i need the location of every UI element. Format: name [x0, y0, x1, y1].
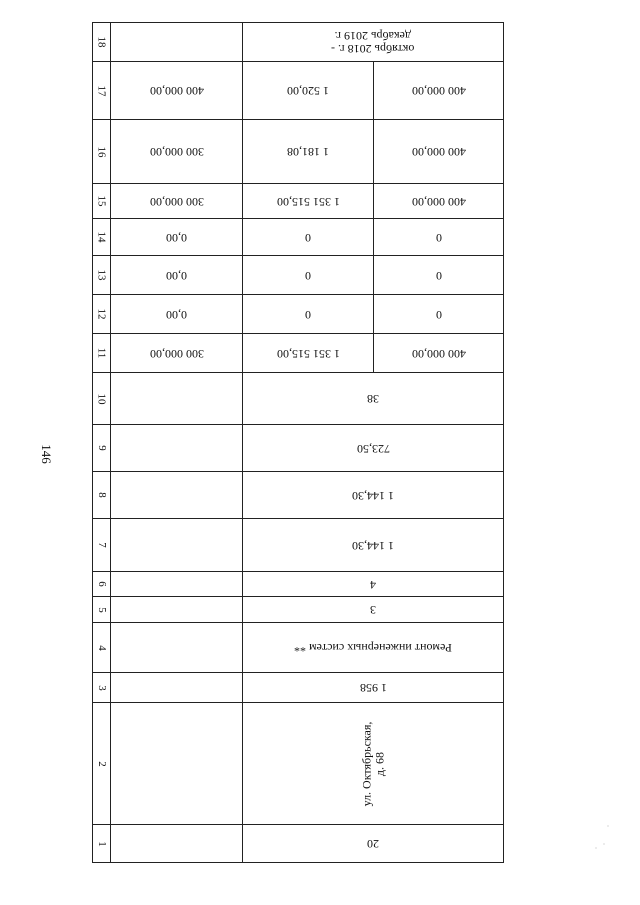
cell-c10: 38 — [242, 372, 504, 425]
cell-c5-empty — [110, 596, 243, 623]
col-number-13: 13 — [92, 255, 111, 295]
cell-c13-b: 0 — [242, 255, 374, 295]
cell-c15-a: 300 000,00 — [110, 183, 243, 219]
cell-c11-c: 400 000,00 — [373, 333, 504, 373]
col-number-18: 18 — [92, 22, 111, 62]
col-number-7: 7 — [92, 518, 111, 572]
col-number-10: 10 — [92, 372, 111, 425]
cell-c17-b: 1 520,00 — [242, 61, 374, 120]
cell-c3-empty — [110, 672, 243, 703]
col-number-8: 8 — [92, 471, 111, 519]
col-number-16: 16 — [92, 119, 111, 184]
col-number-4: 4 — [92, 622, 111, 673]
cell-c12-a: 0,00 — [110, 294, 243, 334]
cell-c16-a: 300 000,00 — [110, 119, 243, 184]
col-number-9: 9 — [92, 424, 111, 472]
cell-c4-empty — [110, 622, 243, 673]
page-number: 146 — [39, 444, 54, 464]
cell-c11-b: 1 351 515,00 — [242, 333, 374, 373]
cell-work-type: Ремонт инженерных систем ** — [242, 622, 504, 673]
col-number-5: 5 — [92, 596, 111, 623]
col-number-14: 14 — [92, 218, 111, 256]
col-number-6: 6 — [92, 571, 111, 597]
cell-c18-period: октябрь 2018 г. - декабрь 2019 г. — [242, 22, 504, 62]
cell-c8: 1 144,30 — [242, 471, 504, 519]
col-number-17: 17 — [92, 61, 111, 120]
cell-c12-c: 0 — [373, 294, 504, 334]
cell-c9: 723,50 — [242, 424, 504, 472]
col-number-15: 15 — [92, 183, 111, 219]
col-number-12: 12 — [92, 294, 111, 334]
cell-c17-a: 400 000,00 — [110, 61, 243, 120]
cell-c13-a: 0,00 — [110, 255, 243, 295]
cell-c6: 4 — [242, 571, 504, 597]
cell-c8-empty — [110, 471, 243, 519]
cell-c5: 3 — [242, 596, 504, 623]
cell-c6-empty — [110, 571, 243, 597]
cell-year: 1 958 — [242, 672, 504, 703]
cell-c16-b: 1 181,08 — [242, 119, 374, 184]
cell-c14-c: 0 — [373, 218, 504, 256]
cell-c18-empty — [110, 22, 243, 62]
cell-c10-empty — [110, 372, 243, 425]
cell-c9-empty — [110, 424, 243, 472]
cell-c14-b: 0 — [242, 218, 374, 256]
cell-row-number: 20 — [242, 824, 504, 863]
cell-c1-empty — [110, 824, 243, 863]
scan-noise-marks — [592, 822, 612, 852]
col-number-2: 2 — [92, 702, 111, 825]
cell-c16-c: 400 000,00 — [373, 119, 504, 184]
col-number-1: 1 — [92, 824, 111, 863]
cell-c14-a: 0,00 — [110, 218, 243, 256]
cell-address: ул. Октябрьская, д. 68 — [242, 702, 504, 825]
col-number-11: 11 — [92, 333, 111, 373]
cell-c7-empty — [110, 518, 243, 572]
cell-c11-a: 300 000,00 — [110, 333, 243, 373]
cell-c12-b: 0 — [242, 294, 374, 334]
cell-c15-c: 400 000,00 — [373, 183, 504, 219]
cell-c13-c: 0 — [373, 255, 504, 295]
cell-c7: 1 144,30 — [242, 518, 504, 572]
cell-c17-c: 400 000,00 — [373, 61, 504, 120]
col-number-3: 3 — [92, 672, 111, 703]
cell-c15-b: 1 351 515,00 — [242, 183, 374, 219]
cell-c2-empty — [110, 702, 243, 825]
